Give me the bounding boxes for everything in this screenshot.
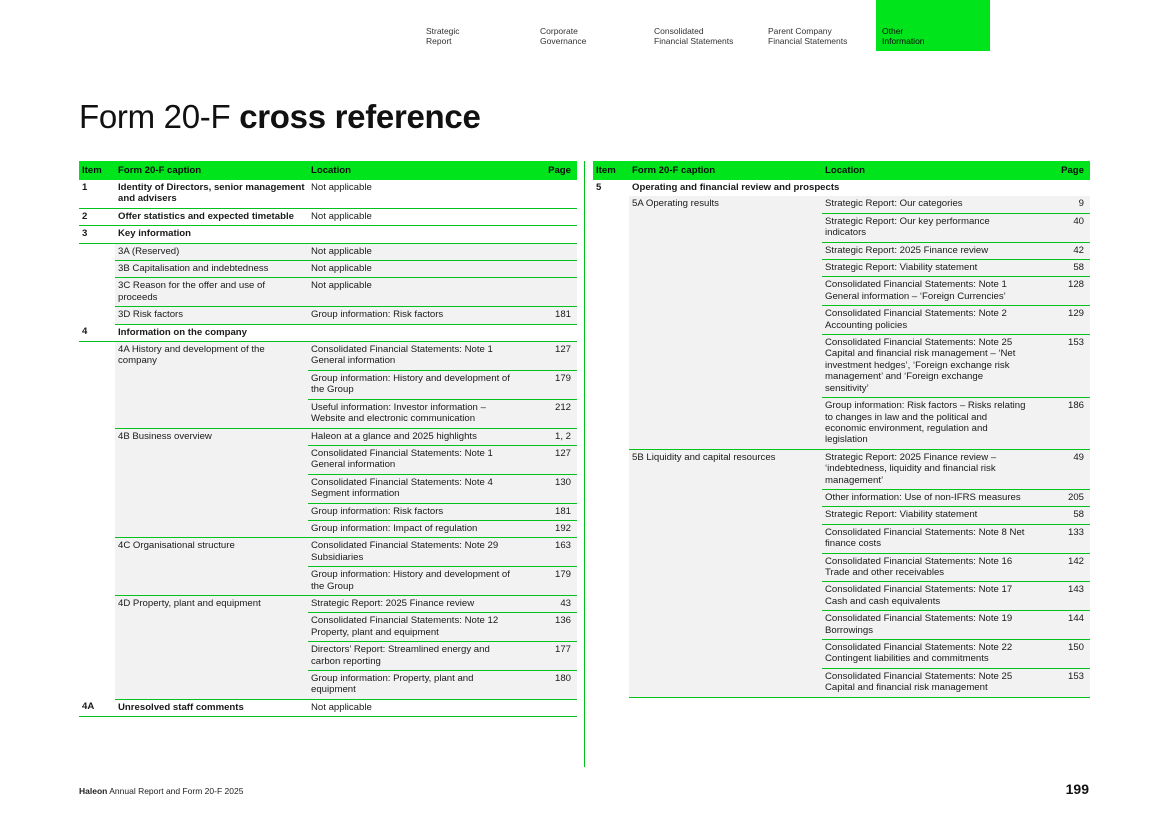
table-section-row: [79, 208, 577, 225]
cell-location: Directors’ Report: Streamlined energy and carbon reporting: [308, 642, 518, 671]
cell-item: [593, 507, 629, 524]
cell-location: Not applicable: [308, 278, 518, 307]
table-row: [593, 306, 1090, 335]
left-cross-reference-table: [79, 161, 577, 717]
cell-item: [593, 582, 629, 611]
cell-location: Consolidated Financial Statements: Note 8 Net finance costs: [822, 524, 1032, 553]
table-header-row: [593, 161, 1090, 180]
cell-item: 4A: [79, 699, 115, 716]
cell-caption: [629, 668, 822, 697]
cell-location: Strategic Report: Viability statement: [822, 260, 1032, 277]
cell-page: 136: [518, 613, 577, 642]
cell-location: Group information: Risk factors: [308, 307, 518, 324]
cell-caption: 5B Liquidity and capital resources: [629, 449, 822, 489]
table-header-row: [79, 161, 577, 180]
cell-location: Strategic Report: 2025 Finance review: [308, 595, 518, 612]
cell-item: [79, 520, 115, 537]
footer: [79, 786, 243, 796]
nav-tab-line1: Parent Company: [768, 26, 832, 36]
table-row: [593, 553, 1090, 582]
cell-location: Group information: Risk factors: [308, 503, 518, 520]
column-divider: [584, 161, 585, 767]
table-row: [593, 213, 1090, 242]
cell-page: 205: [1032, 489, 1090, 506]
table-row: [593, 398, 1090, 450]
cell-location: Group information: Risk factors – Risks relating to changes in law and the political and economic environment, regulation and legislation: [822, 398, 1032, 450]
cell-item: 2: [79, 208, 115, 225]
cell-page: 43: [518, 595, 577, 612]
header-caption: Form 20-F caption: [115, 161, 308, 180]
cell-caption: [115, 370, 308, 399]
nav-tab-strategic-report[interactable]: [420, 0, 534, 51]
cell-caption: [115, 445, 308, 474]
cell-location: Strategic Report: Our categories: [822, 196, 1032, 213]
cell-item: [79, 474, 115, 503]
cell-location: Not applicable: [308, 180, 518, 208]
cell-caption: [629, 260, 822, 277]
table-row: [79, 520, 577, 537]
cell-location: Group information: Property, plant and equipment: [308, 671, 518, 700]
cell-caption: 4D Property, plant and equipment: [115, 595, 308, 612]
cell-page: [518, 208, 577, 225]
cell-page: 58: [1032, 507, 1090, 524]
cell-item: [79, 399, 115, 428]
cell-location: Consolidated Financial Statements: Note 1 General information – ‘Foreign Currencies’: [822, 277, 1032, 306]
cell-item: [593, 640, 629, 669]
cell-location: Consolidated Financial Statements: Note 2 Accounting policies: [822, 306, 1032, 335]
cell-caption: [629, 489, 822, 506]
cell-item: [79, 671, 115, 700]
cell-page: 150: [1032, 640, 1090, 669]
cell-item: [79, 307, 115, 324]
table-row: [79, 503, 577, 520]
table-row: [79, 595, 577, 612]
cell-page: 181: [518, 307, 577, 324]
cell-item: [593, 449, 629, 489]
cell-location: Consolidated Financial Statements: Note 19 Borrowings: [822, 611, 1032, 640]
cell-caption: [629, 335, 822, 398]
cell-caption: [629, 524, 822, 553]
cell-location: Strategic Report: 2025 Finance review: [822, 242, 1032, 259]
table-row: [79, 278, 577, 307]
cell-caption: 3B Capitalisation and indebtedness: [115, 261, 308, 278]
cell-page: [518, 243, 577, 260]
cell-page: 130: [518, 474, 577, 503]
table-row: [79, 370, 577, 399]
cell-caption: Unresolved staff comments: [115, 699, 308, 716]
right-cross-reference-table-container: [593, 161, 1090, 698]
footer-brand: Haleon: [79, 786, 108, 796]
cell-item: [79, 261, 115, 278]
cell-item: [593, 260, 629, 277]
cell-page: [518, 278, 577, 307]
cell-page: 128: [1032, 277, 1090, 306]
cell-page: [518, 226, 577, 243]
cell-item: [593, 489, 629, 506]
cell-item: [593, 398, 629, 450]
cell-item: [79, 642, 115, 671]
cell-page: [518, 261, 577, 278]
table-row: [79, 399, 577, 428]
cell-item: [79, 445, 115, 474]
table-row: [79, 613, 577, 642]
table-section-row: [79, 324, 577, 341]
table-row: [79, 307, 577, 324]
cell-location: Consolidated Financial Statements: Note 4 Segment information: [308, 474, 518, 503]
cell-caption: [115, 399, 308, 428]
cell-caption: [629, 640, 822, 669]
cell-page: 1, 2: [518, 428, 577, 445]
page-title-bold: cross reference: [239, 98, 481, 135]
cell-page: 9: [1032, 196, 1090, 213]
cell-page: 58: [1032, 260, 1090, 277]
cell-location: Not applicable: [308, 208, 518, 225]
cell-caption: 3C Reason for the offer and use of proceeds: [115, 278, 308, 307]
nav-tab-line1: Other: [882, 26, 904, 36]
cell-item: [593, 242, 629, 259]
cell-location: Other information: Use of non-IFRS measures: [822, 489, 1032, 506]
cell-item: [593, 668, 629, 697]
cell-item: [79, 278, 115, 307]
cell-location: Consolidated Financial Statements: Note 29 Subsidiaries: [308, 538, 518, 567]
table-row: [593, 489, 1090, 506]
cell-page: 153: [1032, 668, 1090, 697]
table-row: [79, 445, 577, 474]
table-row: [79, 428, 577, 445]
table-row: [593, 196, 1090, 213]
header-location: Location: [308, 161, 518, 180]
cell-page: 153: [1032, 335, 1090, 398]
cell-page: 163: [518, 538, 577, 567]
cell-page: 179: [518, 567, 577, 596]
header-page: Page: [1032, 161, 1090, 180]
cell-location: Consolidated Financial Statements: Note 25 Capital and financial risk management: [822, 668, 1032, 697]
table-section-row: [79, 180, 577, 208]
cell-caption: Key information: [115, 226, 308, 243]
cell-caption: 4B Business overview: [115, 428, 308, 445]
cell-item: [593, 306, 629, 335]
table-row: [593, 277, 1090, 306]
cell-location: Useful information: Investor information – Website and electronic communication: [308, 399, 518, 428]
left-cross-reference-table-container: [79, 161, 577, 717]
table-section-row: [79, 699, 577, 716]
cell-caption: [629, 277, 822, 306]
cell-caption: [115, 642, 308, 671]
cell-caption: 4C Organisational structure: [115, 538, 308, 567]
cell-item: [593, 524, 629, 553]
cell-location: Not applicable: [308, 261, 518, 278]
page-title: [79, 98, 481, 136]
cell-page: 177: [518, 642, 577, 671]
nav-tab-corporate-governance[interactable]: [534, 0, 648, 51]
cell-page: 143: [1032, 582, 1090, 611]
cell-caption: [115, 613, 308, 642]
cell-location: Consolidated Financial Statements: Note 1 General information: [308, 342, 518, 371]
nav-tab-line1: Strategic: [426, 26, 460, 36]
cell-item: [79, 370, 115, 399]
cell-location: Group information: History and development of the Group: [308, 567, 518, 596]
table-row: [79, 671, 577, 700]
page-title-light: Form 20-F: [79, 98, 240, 135]
cell-page: 144: [1032, 611, 1090, 640]
cell-caption: 3D Risk factors: [115, 307, 308, 324]
table-section-row: [593, 180, 1090, 196]
cell-caption: Information on the company: [115, 324, 308, 341]
nav-tab-line2: Information: [882, 36, 925, 46]
cell-location: Group information: Impact of regulation: [308, 520, 518, 537]
cell-caption: [115, 503, 308, 520]
table-row: [593, 242, 1090, 259]
cell-item: [593, 553, 629, 582]
cell-location: Consolidated Financial Statements: Note 12 Property, plant and equipment: [308, 613, 518, 642]
right-table-body: [593, 180, 1090, 697]
cell-location: Consolidated Financial Statements: Note 17 Cash and cash equivalents: [822, 582, 1032, 611]
cell-location: Consolidated Financial Statements: Note 16 Trade and other receivables: [822, 553, 1032, 582]
cell-item: [593, 196, 629, 213]
cell-page: 212: [518, 399, 577, 428]
header-item: Item: [79, 161, 115, 180]
cell-location: [308, 324, 518, 341]
cell-item: [593, 213, 629, 242]
cell-page: 181: [518, 503, 577, 520]
table-section-row: [79, 226, 577, 243]
cell-location: Consolidated Financial Statements: Note 25 Capital and financial risk management – ‘Net investment hedges’, ‘Foreign exchange risk management’ and ‘Foreign exchange sensitivity’: [822, 335, 1032, 398]
nav-tab-line1: Consolidated: [654, 26, 704, 36]
cell-location: [308, 226, 518, 243]
cell-page: 142: [1032, 553, 1090, 582]
cell-page: 180: [518, 671, 577, 700]
cell-location: Strategic Report: Viability statement: [822, 507, 1032, 524]
cell-item: [79, 342, 115, 371]
cell-caption: 5A Operating results: [629, 196, 822, 213]
cell-caption: Offer statistics and expected timetable: [115, 208, 308, 225]
header-location: Location: [822, 161, 1032, 180]
table-row: [593, 260, 1090, 277]
cell-page: [518, 324, 577, 341]
cell-caption: 3A (Reserved): [115, 243, 308, 260]
cell-item: [79, 613, 115, 642]
cell-page: 49: [1032, 449, 1090, 489]
nav-tab-line2: Governance: [540, 36, 587, 46]
header-item: Item: [593, 161, 629, 180]
cell-location: Strategic Report: 2025 Finance review – ‘indebtedness, liquidity and financial risk management’: [822, 449, 1032, 489]
cell-location: Haleon at a glance and 2025 highlights: [308, 428, 518, 445]
cell-caption: [629, 306, 822, 335]
cell-caption: [629, 553, 822, 582]
cell-location: Consolidated Financial Statements: Note 1 General information: [308, 445, 518, 474]
cell-location: Strategic Report: Our key performance indicators: [822, 213, 1032, 242]
cell-item: [593, 611, 629, 640]
cell-caption: [115, 671, 308, 700]
cell-page: 42: [1032, 242, 1090, 259]
table-row: [79, 261, 577, 278]
table-row: [79, 567, 577, 596]
nav-tab-other-information[interactable]: [876, 0, 990, 51]
cell-location: Consolidated Financial Statements: Note 22 Contingent liabilities and commitments: [822, 640, 1032, 669]
left-table-body: [79, 180, 577, 717]
cell-location: Group information: History and development of the Group: [308, 370, 518, 399]
cell-page: 129: [1032, 306, 1090, 335]
cell-item: 1: [79, 180, 115, 208]
cell-caption: 4A History and development of the company: [115, 342, 308, 371]
cell-item: [593, 277, 629, 306]
table-row: [79, 474, 577, 503]
cell-item: [79, 243, 115, 260]
nav-tab-parent-company-financial-statements[interactable]: [762, 0, 876, 51]
cell-caption: [115, 474, 308, 503]
cell-item: [79, 595, 115, 612]
cell-caption: Operating and financial review and prospects: [629, 180, 1090, 196]
cell-page: 192: [518, 520, 577, 537]
cell-caption: [629, 611, 822, 640]
cell-item: 4: [79, 324, 115, 341]
nav-tab-consolidated-financial-statements[interactable]: [648, 0, 762, 51]
cell-page: 186: [1032, 398, 1090, 450]
cell-item: [79, 567, 115, 596]
nav-tab-line2: Financial Statements: [654, 36, 734, 46]
cell-caption: [629, 213, 822, 242]
table-row: [79, 642, 577, 671]
cell-page: 133: [1032, 524, 1090, 553]
table-row: [593, 524, 1090, 553]
cell-location: Not applicable: [308, 699, 518, 716]
cell-page: [518, 699, 577, 716]
cell-item: 3: [79, 226, 115, 243]
cell-caption: [629, 582, 822, 611]
table-row: [79, 243, 577, 260]
section-nav: [420, 0, 990, 51]
cell-location: Not applicable: [308, 243, 518, 260]
table-row: [593, 640, 1090, 669]
cell-caption: [629, 242, 822, 259]
cell-caption: [629, 507, 822, 524]
cell-page: [518, 180, 577, 208]
cell-caption: [629, 398, 822, 450]
table-row: [593, 449, 1090, 489]
cell-caption: [115, 520, 308, 537]
table-row: [593, 668, 1090, 697]
cell-caption: [115, 567, 308, 596]
cell-item: [79, 428, 115, 445]
table-row: [593, 335, 1090, 398]
cell-caption: Identity of Directors, senior management and advisers: [115, 180, 308, 208]
cell-page: 40: [1032, 213, 1090, 242]
nav-tab-line2: Financial Statements: [768, 36, 848, 46]
right-cross-reference-table: [593, 161, 1090, 698]
header-page: Page: [518, 161, 577, 180]
page-number: 199: [1065, 781, 1089, 797]
cell-page: 179: [518, 370, 577, 399]
header-caption: Form 20-F caption: [629, 161, 822, 180]
footer-text: Annual Report and Form 20-F 2025: [107, 786, 244, 796]
table-row: [593, 507, 1090, 524]
nav-tab-line1: Corporate: [540, 26, 578, 36]
cell-item: [79, 503, 115, 520]
table-row: [593, 582, 1090, 611]
table-row: [79, 538, 577, 567]
cell-page: 127: [518, 445, 577, 474]
table-row: [593, 611, 1090, 640]
cell-item: 5: [593, 180, 629, 196]
cell-item: [593, 335, 629, 398]
table-row: [79, 342, 577, 371]
cell-item: [79, 538, 115, 567]
nav-tab-line2: Report: [426, 36, 452, 46]
cell-page: 127: [518, 342, 577, 371]
